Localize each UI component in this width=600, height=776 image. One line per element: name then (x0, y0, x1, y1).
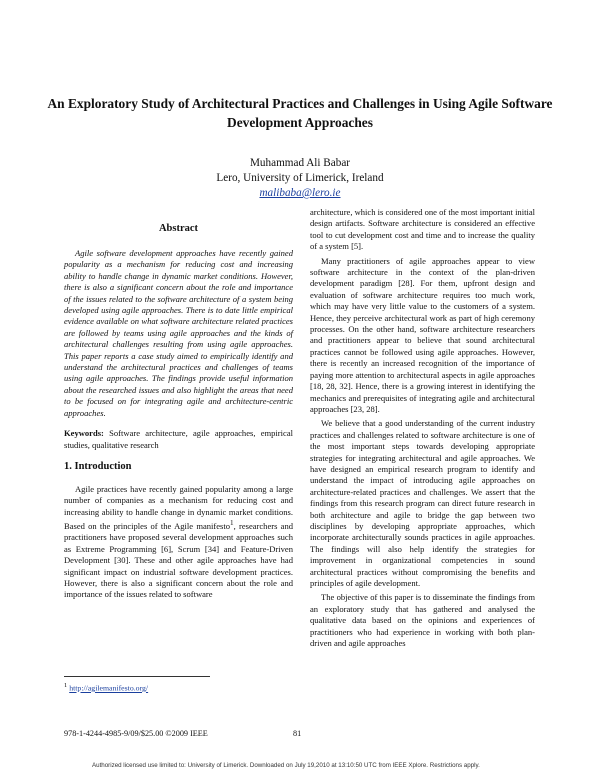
footnote-link[interactable]: http://agilemanifesto.org/ (69, 683, 149, 693)
author-name: Muhammad Ali Babar (249, 157, 351, 169)
license-notice: Authorized licensed use limited to: University of Limerick. Downloaded on July 19,2010 at 13:10:50 UTC from IEEE Xplore. Restrictions apply. (92, 762, 480, 769)
abstract-text: Agile software development approaches have recently gained popularity as a mechanism for reducing cost and increasing ability to handle change in dynamic market conditions. However, there is also a significant concern about the role and importance of the issues related to the software architecture of a system being developed using agile approaches. There is to date little empirical evidence available on what software architecture related practices are followed by teams using agile approaches and the kinds of architectural challenges resulting from using agile approaches. This paper reports a case study aimed to empirically identify and understand the architectural practices and challenges of teams using agile approaches. The findings provide useful information about the researched issues and also highlight the areas that need to be focused on for integrating agile and architecture-centric approaches. (64, 248, 293, 418)
right-column (310, 207, 535, 649)
author-block (150, 156, 450, 201)
introduction-heading: 1. Introduction (64, 460, 132, 472)
footnote-divider (64, 676, 210, 677)
right-paragraph-3: We believe that a good understanding of the current industry practices and challenges related to software architecture is one of the most important steps towards developing appropriate strategies for integrating architectural and agile approaches. We have designed an empirical research program to identify and understand the impact of introducing agile approaches on architecture-related practices and challenges. We assert that the findings from this research program can direct future research in both architecture and agile to bridge the gap between two disciplines by developing appropriate approaches, which incorporate architecturally sounds practices in agile approaches. The findings will also help identify the strategies for improvement in organizational competencies in sound architectural practices without compromising the benefits and principles of agile development. (310, 418, 535, 588)
right-paragraph-1: architecture, which is considered one of the most important initial design artifacts. Software architecture is considered an effective tool to cut development cost and time and to increase the quality of a system [5]. (310, 207, 536, 252)
introduction-paragraph (64, 484, 293, 601)
abstract-heading: Abstract (158, 223, 199, 234)
author-email-link[interactable]: malibaba@lero.ie (259, 187, 341, 199)
left-column (64, 222, 293, 601)
page-number: 81 (293, 729, 302, 738)
right-paragraph-4: The objective of this paper is to disseminate the findings from an exploratory study that has gathered and analysed the qualitative data based on the opinions and experiences of practitioners who had experience in working with both plan-driven and agile approaches (310, 592, 535, 649)
intro-text-start: Agile practices have recently gained popularity among a large number of companies as a mechanism for reducing cost and increasing ability to handle change in dynamic market conditions. Based on the principles of the Agile manifesto (64, 483, 293, 531)
intro-text-end: , researchers and practitioners have proposed several development approaches such as Extreme Programming [6], Scrum [34] and Feature-Driven Development [30]. These and other agile approaches have had significant impact on industrial software development practices. However, there is also a significant concern about the role and importance of the issues related to software (64, 520, 293, 600)
footnote (64, 681, 148, 694)
keywords-text: Software architecture, agile approaches, empirical studies, qualitative research (64, 428, 293, 450)
paper-title: An Exploratory Study of Architectural Practices and Challenges in Using Agile Software Development Approaches (47, 96, 553, 130)
author-affiliation: Lero, University of Limerick, Ireland (216, 172, 384, 184)
right-paragraph-2: Many practitioners of agile approaches appear to view software architecture in the context of the plan-driven development paradigm [28]. For them, upfront design and evaluation of software architecture requires too much work, which may have very little value to the customers of a system. Hence, they perceive architectural work as part of high ceremony processes. On the other hand, software architecture researchers and practitioners appear to believe that sound architectural practices cannot be followed using agile approaches. However, there is recently an increased recognition of the importance of paying more attention to architectural aspects in agile approaches [18, 28, 32]. Hence, there is a growing interest in identifying the mechanics and prerequisites of integrating agile and architectural approaches [23, 28]. (310, 255, 535, 414)
footer-isbn: 978-1-4244-4985-9/09/$25.00 ©2009 IEEE (64, 729, 208, 738)
keywords-label: Keywords: (64, 428, 104, 439)
keywords (64, 428, 293, 451)
footnote-reference[interactable]: 1 (230, 519, 234, 528)
footnote-mark: 1 (64, 682, 68, 689)
